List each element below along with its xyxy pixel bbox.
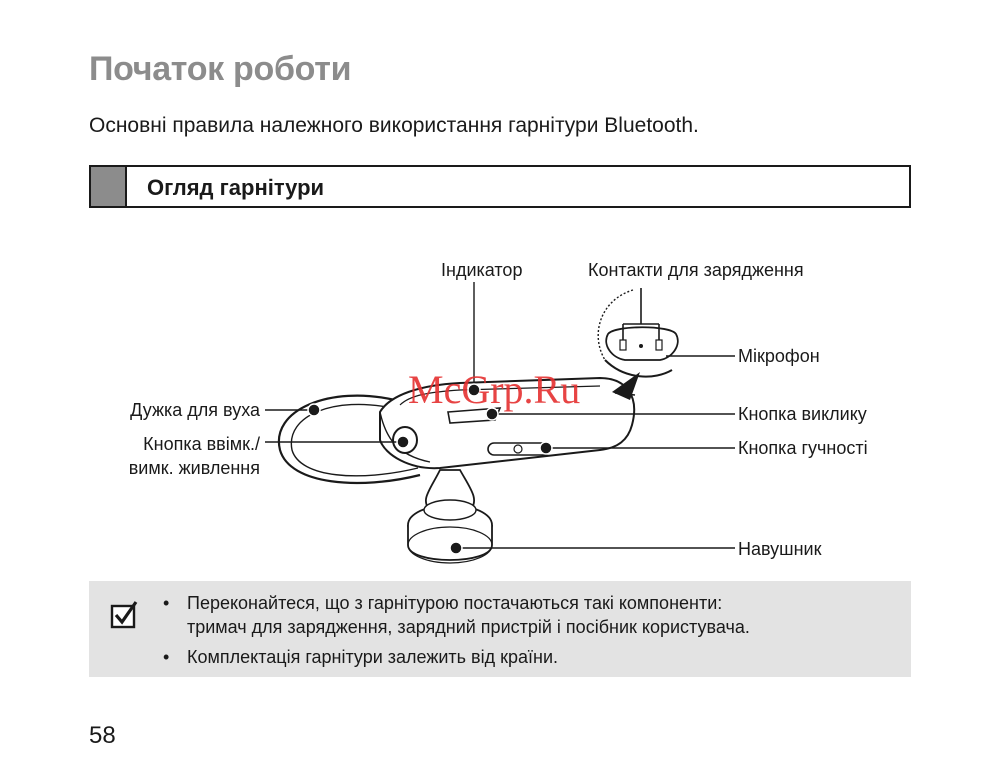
section-header-label: Огляд гарнітури — [147, 175, 325, 200]
charging-contacts-label: Контакти для зарядження — [588, 260, 804, 280]
note-item-text: тримач для зарядження, зарядний пристрій і посібник користувача. — [187, 617, 750, 637]
earpiece-dot — [450, 542, 462, 554]
power-button-label-2: вимк. живлення — [128, 458, 260, 478]
volume-button-label: Кнопка гучності — [738, 438, 868, 458]
page-number: 58 — [89, 722, 116, 749]
ear-hook-dot — [308, 404, 320, 416]
note-item-text: Переконайтеся, що з гарнітурою постачаються такі компоненти: — [187, 593, 723, 613]
page-title: Початок роботи — [89, 50, 352, 88]
watermark: McGrp.Ru — [408, 367, 581, 412]
power-button-label-1: Кнопка ввімк./ — [143, 434, 260, 454]
bullet: • — [163, 647, 170, 667]
microphone-label: Мікрофон — [738, 346, 820, 366]
ear-hook-label: Дужка для вуха — [130, 400, 260, 420]
call-button-label: Кнопка виклику — [738, 404, 867, 424]
note-box — [89, 581, 911, 677]
earpiece-label: Навушник — [738, 539, 822, 559]
note-item-text: Комплектація гарнітури залежить від країни. — [187, 647, 559, 667]
indicator-label: Індикатор — [441, 260, 523, 280]
intro-text: Основні правила належного використання гарнітури Bluetooth. — [89, 114, 699, 137]
volume-button-dot — [540, 442, 552, 454]
checkbox-check-icon — [110, 601, 138, 629]
charging-contacts-inset — [598, 288, 678, 377]
bullet: • — [163, 593, 170, 613]
power-button-dot — [397, 436, 409, 448]
